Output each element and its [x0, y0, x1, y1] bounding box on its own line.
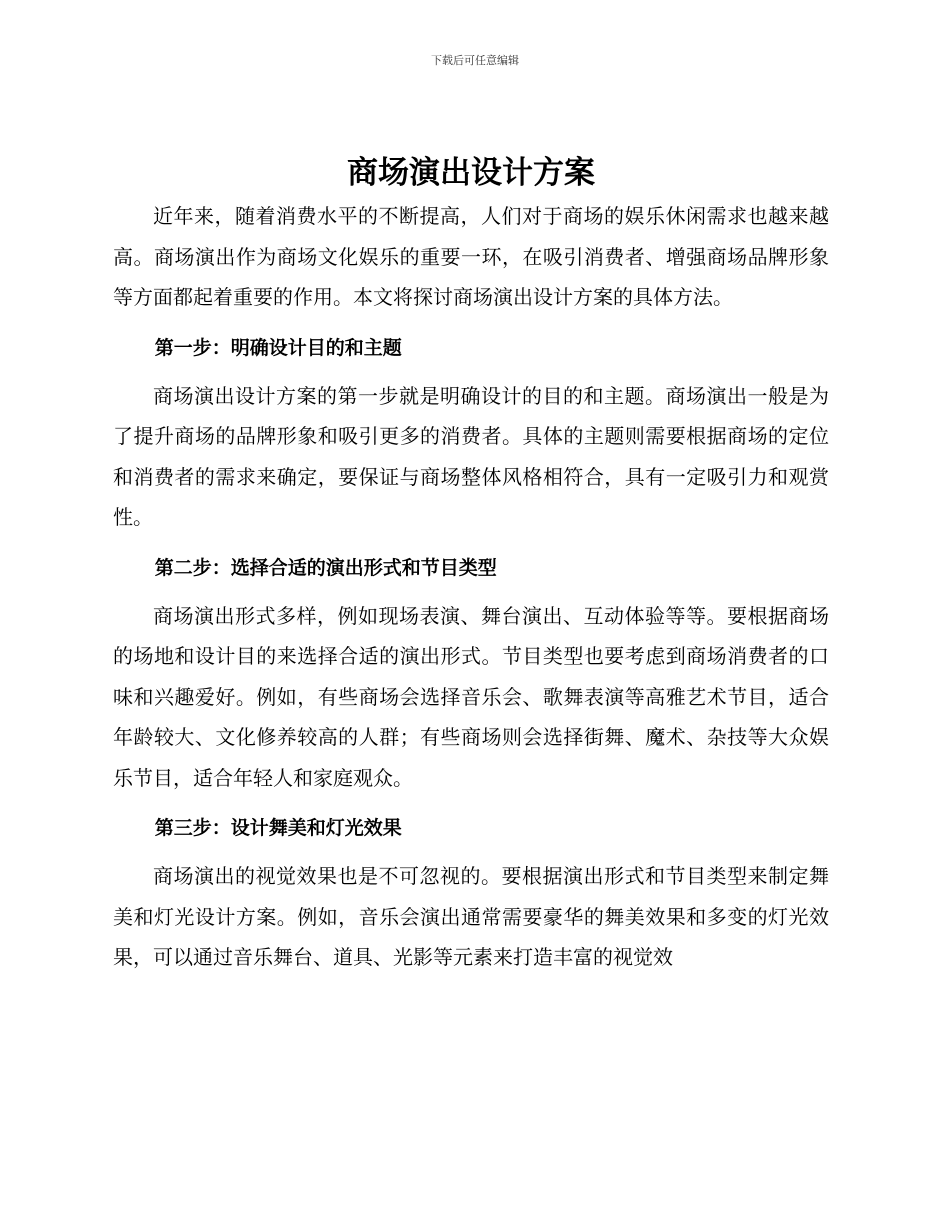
section-heading: 第三步：设计舞美和灯光效果	[154, 817, 402, 839]
section-step-1	[113, 328, 829, 538]
document-title: 商场演出设计方案	[347, 155, 595, 191]
section-step-2	[113, 548, 829, 799]
section-heading: 第二步：选择合适的演出形式和节目类型	[154, 556, 497, 579]
section-step-3	[113, 808, 829, 978]
section-heading: 第一步：明确设计目的和主题	[154, 336, 402, 359]
header-note: 下载后可任意编辑	[431, 54, 519, 67]
intro-paragraph: 近年来，随着消费水平的不断提高，人们对于商场的娱乐休闲需求也越来越高。商场演出作为商场文化娱乐的重要一环，在吸引消费者、增强商场品牌形象等方面都起着重要的作用。本文将探讨商场演出设计方案的具体方法。	[113, 204, 829, 309]
section-body: 商场演出的视觉效果也是不可忽视的。要根据演出形式和节目类型来制定舞美和灯光设计方案。例如，音乐会演出通常需要豪华的舞美效果和多变的灯光效果，可以通过音乐舞台、道具、光影等元素来打造丰富的视觉效	[113, 864, 829, 969]
section-body: 商场演出设计方案的第一步就是明确设计的目的和主题。商场演出一般是为了提升商场的品牌形象和吸引更多的消费者。具体的主题则需要根据商场的定位和消费者的需求来确定，要保证与商场整体风格相符合，具有一定吸引力和观赏性。	[113, 383, 829, 529]
section-body: 商场演出形式多样，例如现场表演、舞台演出、互动体验等等。要根据商场的场地和设计目的来选择合适的演出形式。节目类型也要考虑到商场消费者的口味和兴趣爱好。例如，有些商场会选择音乐会、歌舞表演等高雅艺术节目，适合年龄较大、文化修养较高的人群；有些商场则会选择街舞、魔术、杂技等大众娱乐节目，适合年轻人和家庭观众。	[113, 603, 829, 790]
document-content	[113, 150, 829, 978]
